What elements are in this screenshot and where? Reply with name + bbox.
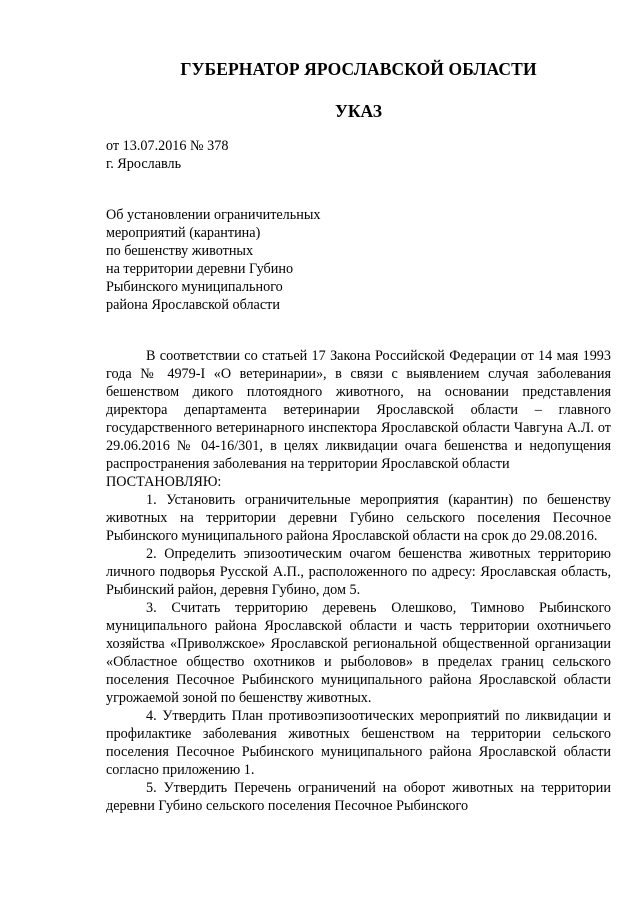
city: г. Ярославль	[106, 156, 182, 172]
document-type: УКАЗ	[335, 101, 382, 121]
subject-line: Об установлении ограничительных	[106, 207, 321, 223]
subject-line: на территории деревни Губино	[106, 261, 294, 277]
decree-item: 5. Утвердить Перечень ограничений на оборот животных на территории деревни Губино сельского поселения Песочное Рыбинского	[106, 780, 611, 814]
subject-line: мероприятий (карантина)	[106, 225, 261, 241]
decree-word: ПОСТАНОВЛЯЮ:	[106, 474, 222, 490]
document-meta	[106, 137, 228, 173]
preamble-paragraph: В соответствии со статьей 17 Закона Российской Федерации от 14 мая 1993 года № 4979-I «О ветеринарии», в связи с выявлением случая заболевания бешенством дикого плотоядного животного, на основании представления директора департамента ветеринарии Ярославской области – главного государственного ветеринарного инспектора Ярославской области Чавгуна А.Л. от 29.06.2016 № 04-16/301, в целях ликвидации очага бешенства и недопущения распространения заболевания на территории Ярославской области	[106, 348, 611, 472]
decree-item: 4. Утвердить План противоэпизоотических мероприятий по ликвидации и профилактике заболевания животных бешенством на территории сельского поселения Песочное Рыбинского муниципального района Ярославской области согласно приложению 1.	[106, 708, 611, 778]
subject-line: района Ярославской области	[106, 297, 280, 313]
decree-item: 1. Установить ограничительные мероприятия (карантин) по бешенству животных на территории деревни Губино сельского поселения Песочное Рыбинского муниципального района Ярославской области на срок до 29.08.2016.	[106, 492, 611, 544]
date-and-number: от 13.07.2016 № 378	[106, 138, 229, 154]
subject-line: по бешенству животных	[106, 243, 254, 259]
decree-item: 2. Определить эпизоотическим очагом бешенства животных территорию личного подворья Русской А.П., расположенного по адресу: Ярославская область, Рыбинский район, деревня Губино, дом 5.	[106, 546, 611, 598]
document-body	[106, 347, 611, 815]
decree-item: 3. Считать территорию деревень Олешково, Тимново Рыбинского муниципального района Ярославской области и часть территории охотничьего хозяйства «Приволжское» Ярославской региональной общественной организации «Областное общество охотников и рыболовов» в пределах границ сельского поселения Песочное Рыбинского муниципального района Ярославской области угрожаемой зоной по бешенству животных.	[106, 600, 611, 706]
subject-line: Рыбинского муниципального	[106, 279, 283, 295]
document-subject	[106, 206, 320, 314]
issuing-authority: ГУБЕРНАТОР ЯРОСЛАВСКОЙ ОБЛАСТИ	[180, 59, 537, 79]
